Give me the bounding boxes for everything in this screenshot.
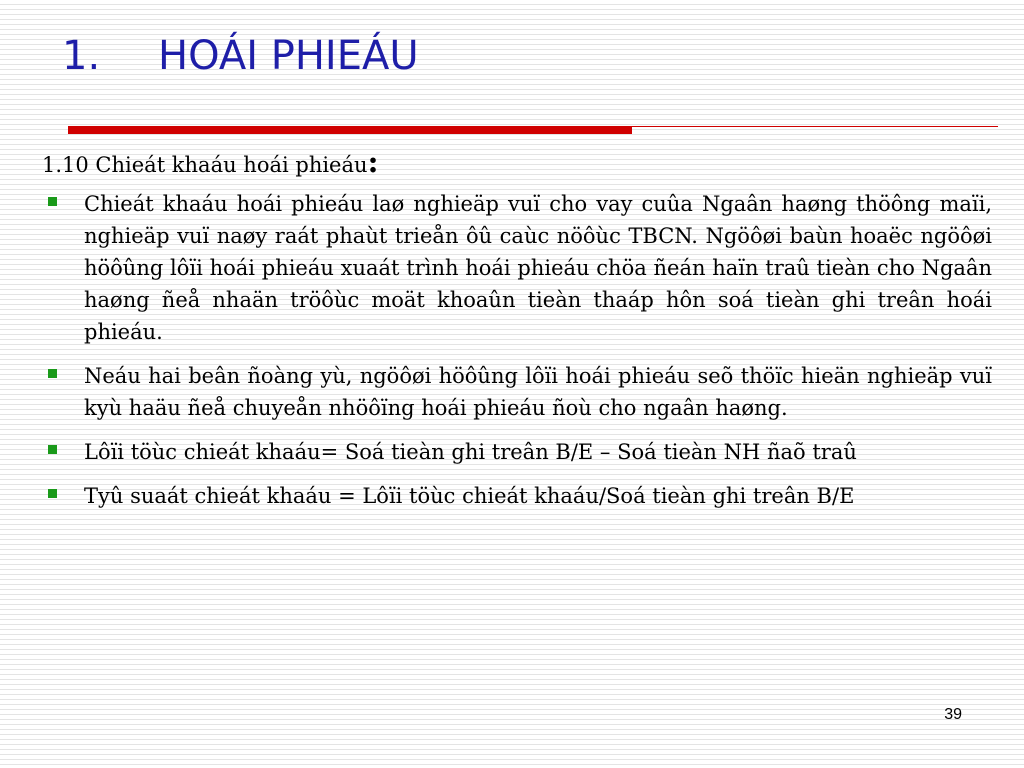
slide-content bbox=[42, 145, 992, 524]
bullet-item bbox=[42, 436, 992, 468]
bullet-text: Neáu hai beân ñoàng yù, ngöôøi höôûng lôïi hoái phieáu seõ thöïc hieän nghieäp vuï kyù haäu ñeå chuyeån nhöôïng hoái phieáu ñoù cho ngaân haøng. bbox=[84, 364, 992, 420]
bullet-text: Lôïi töùc chieát khaáu= Soá tieàn ghi treân B/E – Soá tieàn NH ñaõ traû bbox=[84, 440, 857, 464]
section-heading-colon: : bbox=[367, 145, 379, 180]
bullet-item bbox=[42, 188, 992, 348]
title-text: HOÁI PHIEÁU bbox=[158, 33, 419, 79]
square-bullet-icon bbox=[48, 369, 57, 378]
slide-title bbox=[62, 28, 419, 84]
title-underline-thin bbox=[632, 126, 998, 127]
bullet-item bbox=[42, 480, 992, 512]
square-bullet-icon bbox=[48, 489, 57, 498]
square-bullet-icon bbox=[48, 445, 57, 454]
title-underline-thick bbox=[68, 126, 632, 134]
bullet-text: Chieát khaáu hoái phieáu laø nghieäp vuï cho vay cuûa Ngaân haøng thöông maïi, nghieäp vuï naøy raát phaùt trieån ôû caùc nöôùc TBCN. Ngöôøi baùn hoaëc ngöôøi höôûng lôïi hoái phieáu xuaát trình hoái phieáu chöa ñeán haïn traû tieàn cho Ngaân haøng ñeå nhaän tröôùc moät khoaûn tieàn thaáp hôn soá tieàn ghi treân hoái phieáu. bbox=[84, 192, 992, 344]
section-heading bbox=[42, 145, 992, 182]
bullet-list bbox=[42, 188, 992, 512]
title-number: 1. bbox=[62, 33, 101, 79]
square-bullet-icon bbox=[48, 197, 57, 206]
section-heading-text: 1.10 Chieát khaáu hoái phieáu bbox=[42, 153, 368, 177]
slide-number: 39 bbox=[944, 706, 962, 723]
bullet-item bbox=[42, 360, 992, 424]
bullet-text: Tyû suaát chieát khaáu = Lôïi töùc chieát khaáu/Soá tieàn ghi treân B/E bbox=[84, 484, 855, 508]
